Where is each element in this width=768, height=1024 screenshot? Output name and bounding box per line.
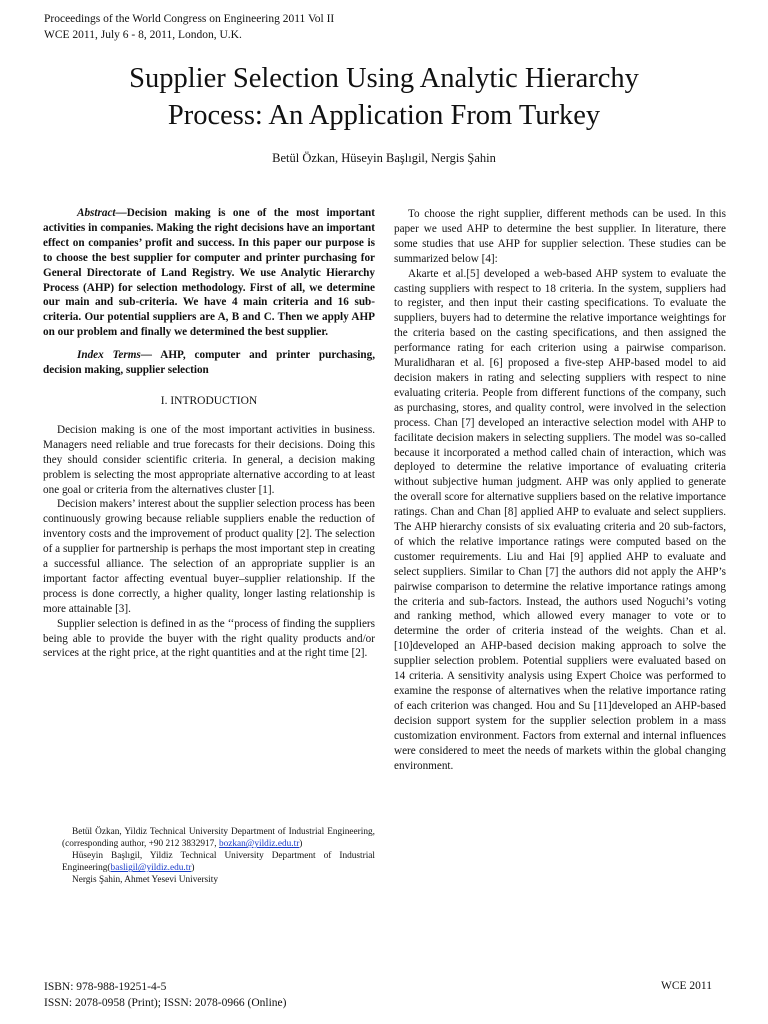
index-terms-text: — AHP, computer and printer purchasing, decision making, supplier selection (43, 349, 375, 377)
isbn: ISBN: 978-988-19251-4-5 (44, 981, 167, 993)
footnote-text: Betül Özkan, Yildiz Technical University Department of Industrial Engineering, (corresponding author, +90 212 3832917, (62, 827, 375, 850)
footnote-text: ) (191, 863, 195, 874)
intro-paragraph: Decision makers’ interest about the supplier selection process has been continuously growing because reliable suppliers enable the reduction of inventory costs and the improvement of product quality [2]. The selection of a supplier for partnership is perhaps the most important step in creating a successful alliance. The selection of an appropriate supplier is an important factor affecting eventual buyer–supplier relationship. If the process is done correctly, a higher quality, longer lasting relationship is more attainable [3]. (43, 498, 375, 615)
running-header (44, 11, 334, 43)
title-line-2: Process: An Application From Turkey (167, 100, 601, 131)
body-paragraph: To choose the right supplier, different methods can be used. In this paper we used AHP to determine the best supplier. In literature, there some studies that use AHP for supplier selection. These studies can be summarized below [4]: (394, 208, 726, 265)
author-footnotes (62, 826, 375, 886)
footer-conference: WCE 2011 (661, 980, 712, 992)
footnote-text: ) (299, 839, 303, 850)
email-link[interactable]: basligil@yildiz.edu.tr (110, 863, 192, 874)
abstract (43, 206, 375, 340)
intro-paragraph: Supplier selection is defined in as the ‘‘process of finding the suppliers being able to provide the buyer with the right quality products and/or services at the right price, at the right quantities and at the right time [2]. (43, 617, 375, 660)
abstract-text: —Decision making is one of the most important activities in companies. Making the right decisions have an important effect on companies’ profit and success. In this paper our purpose is to choose the best supplier for computer and printer purchasing for General Directorate of Land Registry. We use Analytic Hierarchy Process (AHP) for selection methodology. First of all, we determine our main and sub-criteria. We have 4 main criteria and 16 sub-criteria. Our potential suppliers are A, B and C. Then we apply AHP on our problem and finally we determined the best supplier. (43, 207, 375, 339)
footnote-author-1 (62, 826, 375, 850)
paper-title (60, 60, 708, 134)
section-heading-introduction: I. INTRODUCTION (160, 394, 258, 407)
issn: ISSN: 2078-0958 (Print); ISSN: 2078-0966 (Online) (44, 996, 287, 1009)
footnote-author-2 (62, 850, 375, 874)
index-terms-label: Index Terms (77, 349, 141, 362)
abstract-label: Abstract (77, 207, 116, 219)
title-line-1: Supplier Selection Using Analytic Hierarchy (129, 63, 639, 94)
intro-paragraph: Decision making is one of the most important activities in business. Managers need reliable and true forecasts for their decisions. Doing this they should consider scientific criteria. In general, a decision making problem is selecting the most appropriate alternative according to at least one goal or criteria from the alternatives cluster [1]. (43, 423, 375, 496)
left-column (43, 206, 375, 661)
footnote-text: Hüseyin Başlıgil, Yildiz Technical University Department of Industrial Engineering( (62, 851, 375, 874)
author-list: Betül Özkan, Hüseyin Başlıgil, Nergis Şahin (272, 151, 496, 165)
right-column (394, 207, 726, 773)
footnote-author-3: Nergis Şahin, Ahmet Yesevi University (72, 875, 218, 886)
email-link[interactable]: bozkan@yildiz.edu.tr (218, 839, 300, 850)
conference-date-line: WCE 2011, July 6 - 8, 2011, London, U.K. (44, 29, 242, 41)
proceedings-line: Proceedings of the World Congress on Engineering 2011 Vol II (44, 13, 335, 25)
index-terms (43, 348, 375, 378)
page-footer-ids (44, 980, 286, 1011)
body-paragraph: Akarte et al.[5] developed a web-based AHP system to evaluate the casting suppliers with respect to 18 criteria. In the system, suppliers had to register, and then input their casting specifications. To evaluate the suppliers, buyers had to determine the relative importance weightings for the criteria based on the casting specifications, and then assigned the performance rating for each criterion using a pairwise comparison. Muralidharan et al. [6] proposed a five-step AHP-based model to aid decision makers in rating and selecting suppliers with respect to nine evaluating criteria. People from different functions of the company, such as purchasing, stores, and quality control, were involved in the selection process. Chan [7] developed an interactive selection model with AHP to facilitate decision makers in selecting suppliers. The model was so-called because it incorporated a method called chain of interaction, which was deployed to determine the relative importance of evaluating criteria without subjective human judgment. AHP was only applied to generate the overall score for alternative suppliers based on the relative importance ratings. Chan and Chan [8] applied AHP to evaluate and select suppliers. The AHP hierarchy consists of six evaluating criteria and 20 sub-factors, of which the relative importance ratings were computed based on the customer requirements. Liu and Hai [9] applied AHP to evaluate and select suppliers. Similar to Chan [7] the authors did not apply the AHP’s pairwise comparison to determine the relative importance ratings among the criteria and sub-factors. Instead, the authors used Noguchi’s voting and ranking method, which allowed every manager to vote or to determine the order of criteria instead of the weights. Chan et al. [10]developed an AHP-based decision making approach to solve the supplier selection problem. Potential suppliers were evaluated based on 14 criteria. A sensitivity analysis using Expert Choice was performed to examine the response of alternatives when the relative importance rating of each criterion was changed. Hou and Su [11]developed an AHP-based decision support system for the supplier selection problem in a mass customization environment. Factors from external and internal influences were considered to meet the needs of markets within the global changing environment. (394, 267, 726, 772)
